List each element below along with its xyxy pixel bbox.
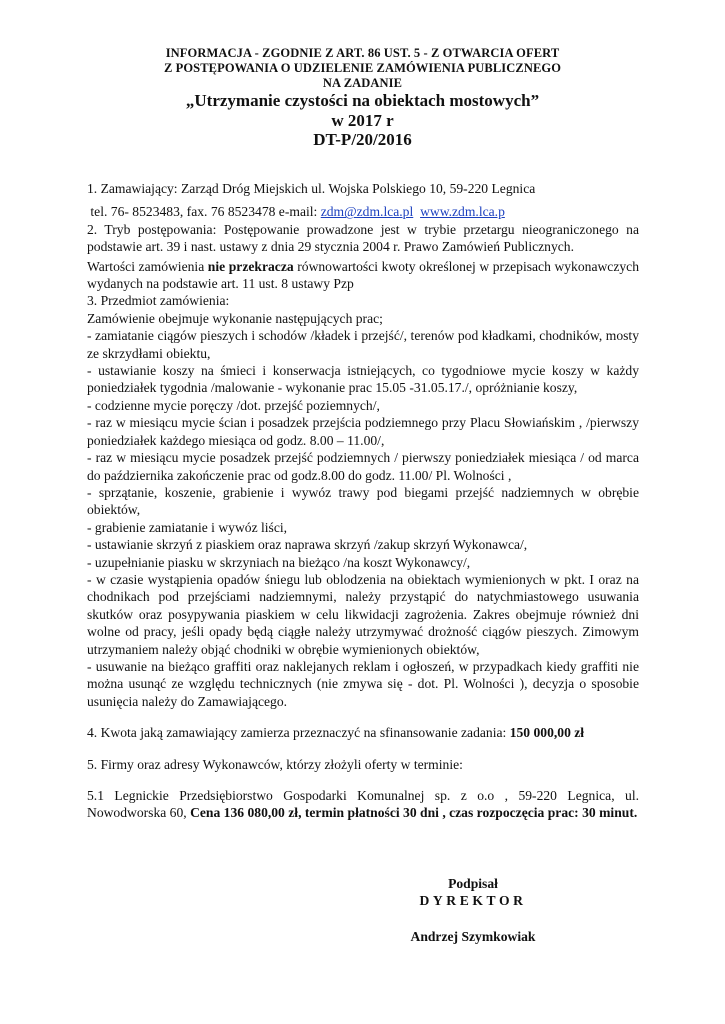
scope-item: - ustawianie skrzyń z piaskiem oraz naprawa skrzyń /zakup skrzyń Wykonawca/, xyxy=(87,537,528,553)
section-4-budget: 4. Kwota jaką zamawiający zamierza przeznaczyć na sfinansowanie zadania: 150 000,00 zł xyxy=(87,725,585,741)
offer-price-terms: Cena 136 080,00 zł, termin płatności 30 dni , czas rozpoczęcia prac: 30 minut. xyxy=(190,805,638,821)
section-5-heading: 5. Firmy oraz adresy Wykonawców, którzy złożyli oferty w terminie: xyxy=(87,756,463,772)
signatory-name: Andrzej Szymkowiak xyxy=(410,928,536,944)
scope-item: - grabienie zamiatanie i wywóz liści, xyxy=(87,519,288,535)
section-1-ordering-party: 1. Zamawiający: Zarząd Dróg Miejskich ul. Wojska Polskiego 10, 59-220 Legnica xyxy=(87,181,536,196)
signature-block xyxy=(398,875,548,945)
reference-number: DT-P/20/2016 xyxy=(313,130,412,149)
website-link[interactable]: www.zdm.lca.p xyxy=(420,204,505,220)
section-3-intro: Zamówienie obejmuje wykonanie następujących prac; xyxy=(87,310,383,326)
document-body xyxy=(87,180,639,822)
task-year: w 2017 r xyxy=(331,110,394,130)
contact-phone-fax: tel. 76- 8523483, fax. 76 8523478 e-mail: xyxy=(90,204,321,220)
header-line-2: Z POSTĘPOWANIA O UDZIELENIE ZAMÓWIENIA PUBLICZNEGO xyxy=(163,61,562,75)
scope-item: - uzupełnianie piasku w skrzyniach na bieżąco /na koszt Wykonawcy/, xyxy=(87,554,471,570)
signatory-role: DYREKTOR xyxy=(419,893,527,909)
document-header xyxy=(0,46,725,150)
header-line-3: NA ZADANIE xyxy=(322,76,403,90)
section-2-procedure: 2. Tryb postępowania: Postępowanie prowadzone jest w trybie przetargu nieograniczonego na podstawie art. 39 i nast. ustawy z dnia 29 stycznia 2004 r. Prawo Zamówień Publicznych. xyxy=(87,221,639,255)
scope-item: - ustawianie koszy na śmieci i konserwacja istniejących, co tygodniowe mycie koszy w każdy poniedziałek tygodnia /malowanie - wykonanie prac 15.05 -31.05.17./, opróżnianie koszy, xyxy=(87,363,639,396)
scope-item: - w czasie wystąpienia opadów śniegu lub oblodzenia na obiektach wymienionych w pkt. I oraz na chodnikach pod przejściami nadziemnymi, należy przystąpić do natychmiastowego usuwania skutków oraz posypywania piaskiem w celu likwidacji zagrożenia. Zakres obejmuje również dni wolne od pracy, jeśli opady będą ciągłe należy utrzymywać drożność ciągów pieszych. Zimowym utrzymaniem należy objąć chodniki w obrębie wymienionych obiektów, xyxy=(87,571,639,657)
budget-amount: 150 000,00 zł xyxy=(509,725,585,741)
task-title: „Utrzymanie czystości na obiektach mostowych” xyxy=(185,91,540,110)
scope-item: - usuwanie na bieżąco graffiti oraz naklejanych reklam i ogłoszeń, w przypadkach kiedy graffiti nie można usunąć ze względu technicznych (nie zmywa się - dot. Pl. Wolności ), decyzja o sposobie usunięcia należy do Zamawiającego. xyxy=(87,658,639,709)
section-2-value: Wartości zamówienia nie przekracza równowartości kwoty określonej w przepisach wykonawczych wydanych na podstawie art. 11 ust. 8 ustawy Pzp xyxy=(87,258,639,292)
scope-item: - raz w miesiącu mycie ścian i posadzek przejścia podziemnego przy Placu Słowiańskim , /pierwszy poniedziałek każdego miesiąca od godz. 8.00 – 11.00/, xyxy=(87,415,639,448)
contact-line xyxy=(87,203,639,220)
scope-item: - raz w miesiącu mycie posadzek przejść podziemnych / pierwszy poniedziałek miesiąca / od marca do października zakończenie prac od godz.8.00 do godz. 11.00/ Pl. Wolności , xyxy=(87,450,639,483)
signed-label: Podpisał xyxy=(448,876,498,891)
scope-item: - sprzątanie, koszenie, grabienie i wywóz trawy pod biegami przejść nadziemnych w obrębie obiektów, xyxy=(87,484,639,518)
scope-item: - codzienne mycie poręczy /dot. przejść poziemnych/, xyxy=(87,397,380,413)
section-3-heading: 3. Przedmiot zamówienia: xyxy=(87,293,230,309)
email-link[interactable]: zdm@zdm.lca.pl xyxy=(320,204,414,220)
value-emphasis: nie przekracza xyxy=(207,258,294,274)
offer-5-1: 5.1 Legnickie Przedsiębiorstwo Gospodarki Komunalnej sp. z o.o , 59-220 Legnica, ul. Nowodworska 60, Cena 136 080,00 zł, termin płatności 30 dni , czas rozpoczęcia prac: 30 minut. xyxy=(87,788,639,821)
scope-item: - zamiatanie ciągów pieszych i schodów /kładek i przejść/, terenów pod kładkami, chodników, mosty ze skrzydłami obiektu, xyxy=(87,328,639,361)
header-line-1: INFORMACJA - ZGODNIE Z ART. 86 UST. 5 - Z OTWARCIA OFERT xyxy=(165,46,560,60)
